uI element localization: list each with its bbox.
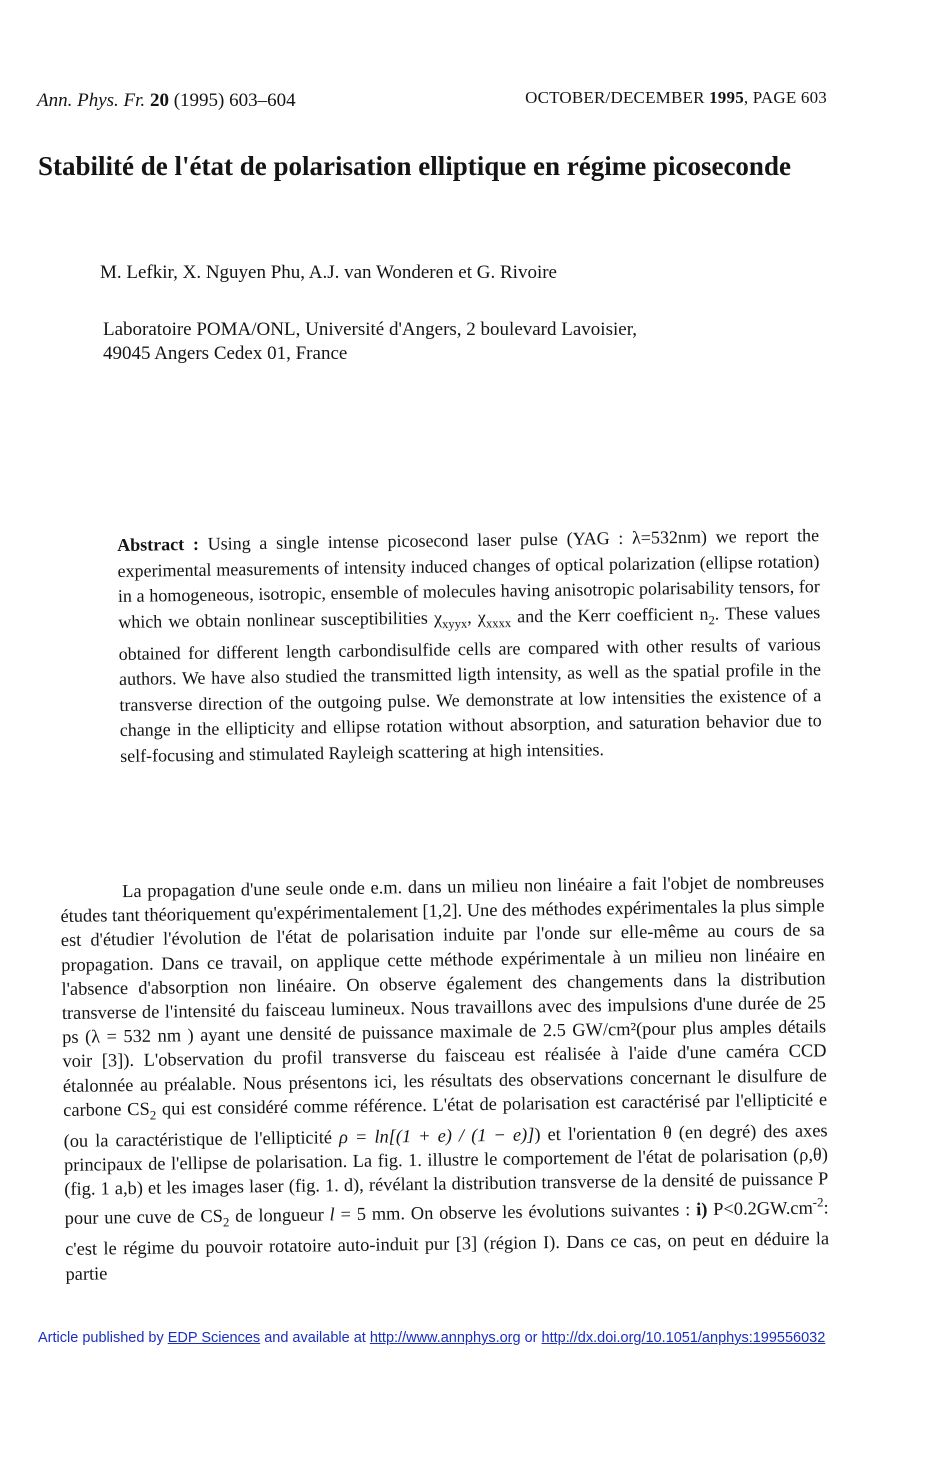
body-paragraph xyxy=(60,869,830,1285)
paper-title: Stabilité de l'état de polarisation elliptique en régime picoseconde xyxy=(38,151,791,181)
regime-marker: i) xyxy=(695,1199,708,1220)
author-list: M. Lefkir, X. Nguyen Phu, A.J. van Wonderen et G. Rivoire xyxy=(100,262,557,283)
length-symbol: l xyxy=(329,1204,335,1225)
body-text-3: ) et l'orientation θ (en degré) des axes principaux de l'ellipse de polarisation. La fig. 1. illustre le comportement de l'état de polarisation (ρ,θ) (fig. 1 a,b) et les images laser (fig. 1. d), révélant la distribution transverse de la densité de puissance P pour une cuve de CS xyxy=(63,1120,829,1229)
publication-footer xyxy=(38,1330,825,1346)
cs2-subscript-1: 2 xyxy=(149,1108,157,1123)
chi-subscript-1: xyyx xyxy=(441,616,468,631)
journal-volume: 20 xyxy=(149,90,169,111)
body-text-7: : c'est le régime du pouvoir rotatoire auto-induit pur [3] (région I). Dans ce cas, on peut en déduire la partie xyxy=(65,1197,830,1284)
body-text-5: = 5 mm. On observe les évolutions suivantes : xyxy=(334,1199,697,1225)
journal-name: Ann. Phys. Fr. xyxy=(37,90,146,111)
issue-page: , PAGE 603 xyxy=(743,88,827,107)
issue-period: OCTOBER/DECEMBER xyxy=(525,88,710,107)
issue-year: 1995 xyxy=(709,88,744,107)
chi-subscript-2: xxxx xyxy=(485,615,512,630)
body-text-4: de longueur xyxy=(229,1204,330,1227)
footer-text-2: and available at xyxy=(260,1330,370,1346)
abstract xyxy=(117,523,822,769)
journal-year-pages: (1995) 603–604 xyxy=(168,90,296,111)
affiliation-line-2: 49045 Angers Cedex 01, France xyxy=(103,343,348,364)
affiliation-line-1: Laboratoire POMA/ONL, Université d'Angers, 2 boulevard Lavoisier, xyxy=(103,319,638,340)
cs2-subscript-2: 2 xyxy=(222,1215,230,1230)
publisher-link[interactable]: EDP Sciences xyxy=(167,1330,261,1346)
affiliation xyxy=(103,318,803,366)
issue-info xyxy=(525,88,827,108)
body-text-6: P<0.2GW.cm xyxy=(707,1197,813,1220)
abstract-separator: , χ xyxy=(467,606,486,627)
journal-citation xyxy=(37,90,296,112)
unit-exponent: -2 xyxy=(812,1195,824,1210)
journal-link[interactable]: http://www.annphys.org xyxy=(369,1330,521,1346)
abstract-text-2: and the Kerr coefficient n xyxy=(510,603,709,627)
ellipticity-formula: ρ = ln[(1 + e) / (1 − e)] xyxy=(338,1124,535,1147)
abstract-text-1: Using a single intense picosecond laser pulse (YAG : λ=532nm) we report the experimental measurements of intensity induced changes of optical polarization (ellipse rotation) in a homogeneous, isotropic, ensemble of molecules having anisotropic polarisability tensors, for which we obtain nonlinear susceptibilities χ xyxy=(117,525,820,632)
body-text-1: La propagation d'une seule onde e.m. dans un milieu non linéaire a fait l'objet de nombreuses études tant théoriquement qu'expérimentalement [1,2]. Une des méthodes expérimentales la plus simple est d'étudier l'évolution de l'état de polarisation induite par l'onde sur elle-même au cours de sa propagation. Dans ce travail, on applique cette méthode expérimentale à un milieu non linéaire en l'absence d'absorption non linéaire. On observe également des changements dans la distribution transverse de l'intensité du faisceau lumineux. Nous travaillons avec des impulsions d'une durée de 25 ps (λ = 532 nm ) ayant une densité de puissance maximale de 2.5 GW/cm²(pour plus amples détails voir [3]). L'observation du profil transverse du faisceau est réalisée à l'aide d'une caméra CCD étalonnée au préalable. Nous présentons ici, les résultats des observations concernant le disulfure de carbone CS xyxy=(60,871,827,1120)
footer-text-3: or xyxy=(520,1330,542,1346)
abstract-text-3: . These values obtained for different length carbondisulfide cells are compared with other results of various authors. We have also studied the transmitted ligth intensity, as well as the spatial profile in the transverse direction of the outgoing pulse. We demonstrate at low intensities the existence of a change in the ellipticity and ellipse rotation without absorption, and saturation behavior due to self-focusing and stimulated Rayleigh scattering at high intensities. xyxy=(118,601,822,766)
abstract-label: Abstract : xyxy=(117,533,200,555)
body-text-2: qui est considéré comme référence. L'état de polarisation est caractérisé par l'ellipticité e (ou la caractéristique de l'ellipticité xyxy=(63,1089,828,1151)
footer-text-1: Article published by xyxy=(38,1330,168,1346)
doi-link[interactable]: http://dx.doi.org/10.1051/anphys:199556032 xyxy=(541,1330,826,1346)
kerr-subscript: 2 xyxy=(708,612,715,627)
